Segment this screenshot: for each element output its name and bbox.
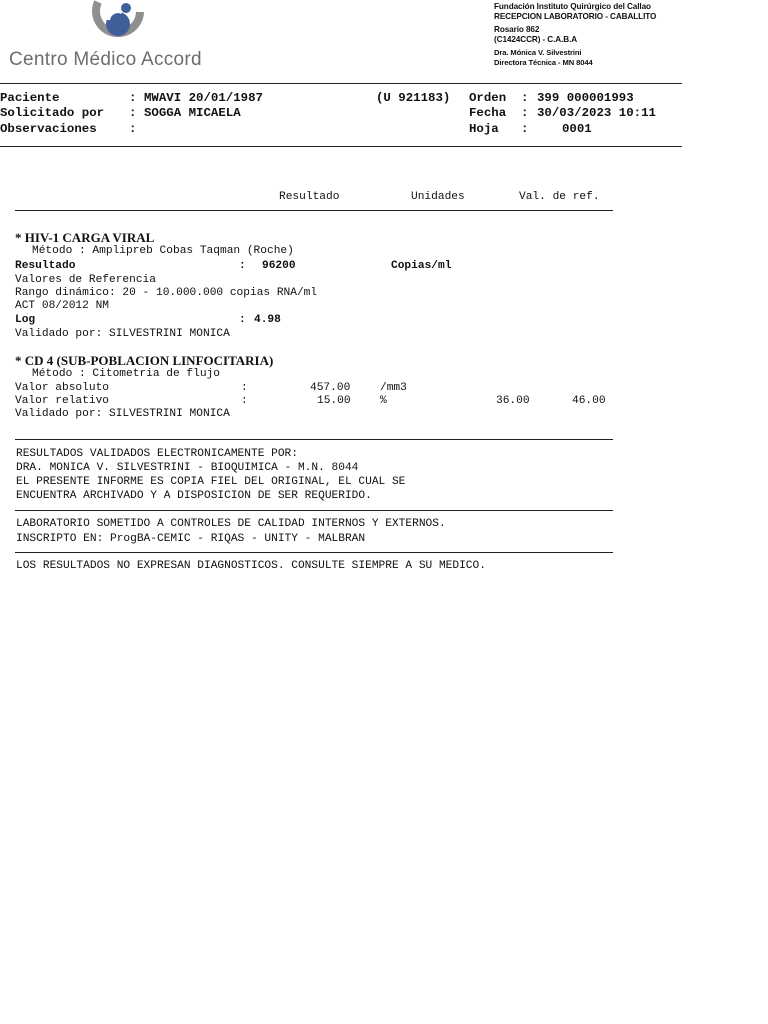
fecha-value: 30/03/2023 10:11	[537, 106, 656, 120]
cd4-rel-value: 15.00	[317, 395, 351, 407]
cd4-abs-value: 457.00	[310, 382, 351, 394]
cd4-abs-unit: /mm3	[380, 382, 407, 394]
logo-icon	[88, 0, 148, 50]
orden-value: 399 000001993	[537, 91, 634, 105]
solicitado-label: Solicitado por	[0, 106, 105, 120]
hiv-log-value: 4.98	[254, 314, 281, 326]
orden-colon: :	[521, 91, 529, 105]
hiv-resultado-colon: :	[239, 260, 246, 272]
institution-department: RECEPCION LABORATORIO - CABALLITO	[494, 12, 657, 21]
hiv-resultado-label: Resultado	[15, 260, 76, 272]
col-unidades: Unidades	[411, 191, 465, 203]
disclaimer: LOS RESULTADOS NO EXPRESAN DIAGNOSTICOS. CONSULTE SIEMPRE A SU MEDICO.	[16, 560, 486, 572]
patient-id: (U 921183)	[376, 91, 451, 105]
footer-divider-2	[15, 510, 613, 511]
cd4-title: * CD 4 (SUB-POBLACION LINFOCITARIA)	[15, 353, 274, 368]
logo-mark	[88, 0, 148, 50]
hiv-ref-range: Rango dinámico: 20 - 10.000.000 copias RNA/ml	[15, 287, 318, 299]
hiv-log-label: Log	[15, 314, 36, 326]
hiv-log-colon: :	[239, 314, 246, 326]
director-role: Directora Técnica - MN 8044	[494, 58, 593, 67]
hiv-method: Método : Amplipreb Cobas Taqman (Roche)	[32, 245, 294, 257]
paciente-label: Paciente	[0, 91, 60, 105]
fecha-colon: :	[521, 106, 529, 120]
patient-divider-bottom	[0, 146, 682, 147]
cd4-rel-label: Valor relativo	[15, 395, 109, 407]
solicitado-colon: :	[129, 106, 137, 120]
cd4-method: Método : Citometria de flujo	[32, 368, 220, 380]
paciente-value: MWAVI 20/01/1987	[144, 91, 263, 105]
validation-line-3: EL PRESENTE INFORME ES COPIA FIEL DEL ORIGINAL, EL CUAL SE	[16, 476, 406, 488]
validation-line-1: RESULTADOS VALIDADOS ELECTRONICAMENTE POR:	[16, 448, 298, 460]
cd4-validado: Validado por: SILVESTRINI MONICA	[15, 408, 230, 420]
solicitado-value: SOGGA MICAELA	[144, 106, 241, 120]
quality-line-1: LABORATORIO SOMETIDO A CONTROLES DE CALIDAD INTERNOS Y EXTERNOS.	[16, 518, 446, 530]
director-name: Dra. Mónica V. Silvestrini	[494, 48, 582, 57]
hiv-title: * HIV-1 CARGA VIRAL	[15, 230, 155, 245]
footer-divider-3	[15, 552, 613, 553]
hiv-ref-label: Valores de Referencia	[15, 274, 156, 286]
hoja-label: Hoja	[469, 122, 499, 136]
observaciones-colon: :	[129, 122, 137, 136]
header-divider-top	[0, 83, 682, 84]
col-val-ref: Val. de ref.	[519, 191, 600, 203]
hiv-validado: Validado por: SILVESTRINI MONICA	[15, 328, 230, 340]
fecha-label: Fecha	[469, 106, 507, 120]
cd4-abs-colon: :	[241, 382, 248, 394]
cd4-rel-colon: :	[241, 395, 248, 407]
cd4-abs-label: Valor absoluto	[15, 382, 109, 394]
cd4-rel-ref-max: 46.00	[572, 395, 606, 407]
columns-divider	[15, 210, 613, 211]
orden-label: Orden	[469, 91, 507, 105]
logo-text: Centro Médico Accord	[9, 49, 202, 70]
hoja-value: 0001	[562, 122, 592, 136]
hiv-resultado-unit: Copias/ml	[391, 260, 452, 272]
institution-address: Rosario 862	[494, 25, 540, 34]
institution-block	[494, 2, 656, 68]
institution-name: Fundación Instituto Quirúrgico del Callao	[494, 2, 651, 11]
paciente-colon: :	[129, 91, 137, 105]
quality-line-2: INSCRIPTO EN: ProgBA-CEMIC - RIQAS - UNITY - MALBRAN	[16, 533, 366, 545]
hiv-resultado-value: 96200	[262, 260, 296, 272]
validation-line-2: DRA. MONICA V. SILVESTRINI - BIOQUIMICA - M.N. 8044	[16, 462, 359, 474]
footer-divider-1	[15, 439, 613, 440]
observaciones-label: Observaciones	[0, 122, 97, 136]
institution-postal: (C1424CCR) - C.A.B.A	[494, 35, 578, 44]
cd4-rel-unit: %	[380, 395, 387, 407]
hoja-colon: :	[521, 122, 529, 136]
hiv-ref-act: ACT 08/2012 NM	[15, 300, 109, 312]
col-resultado: Resultado	[279, 191, 340, 203]
cd4-rel-ref-min: 36.00	[496, 395, 530, 407]
validation-line-4: ENCUENTRA ARCHIVADO Y A DISPOSICION DE SER REQUERIDO.	[16, 490, 372, 502]
